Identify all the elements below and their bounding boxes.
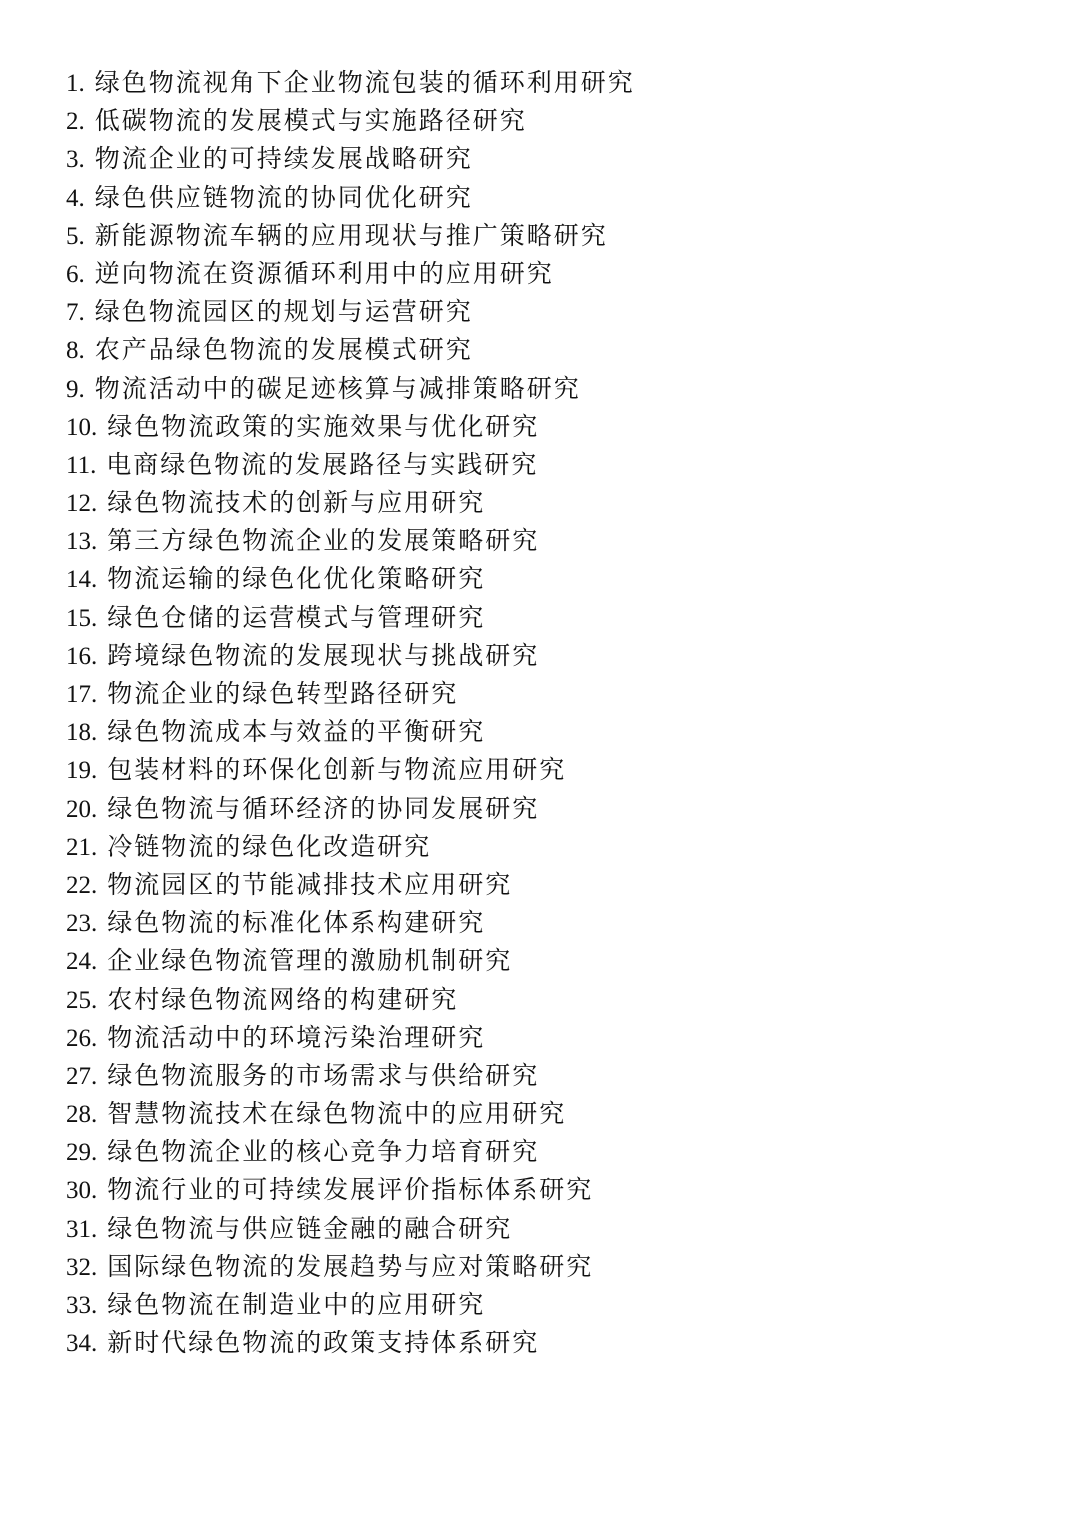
topic-number: 17. [66,681,98,708]
list-item [66,1210,1026,1248]
topic-number: 9. [66,375,85,403]
topic-title: 新能源物流车辆的应用现状与推广策略研究 [94,220,608,250]
list-item [66,866,1026,904]
topic-title: 智慧物流技术在绿色物流中的应用研究 [107,1099,567,1129]
topic-number: 34. [66,1330,98,1358]
topic-title: 物流运输的绿色化优化策略研究 [107,564,486,594]
topic-title: 农产品绿色物流的发展模式研究 [94,335,473,365]
topic-title: 绿色物流与供应链金融的融合研究 [107,1213,513,1243]
list-item [66,1286,1026,1324]
list-item [66,904,1026,942]
topic-title: 冷链物流的绿色化改造研究 [107,831,432,861]
topic-number: 2. [66,108,85,136]
list-item [66,140,1026,178]
topic-title: 绿色物流在制造业中的应用研究 [107,1290,486,1319]
topic-title: 包装材料的环保化创新与物流应用研究 [107,755,567,785]
topic-title: 绿色供应链物流的协同优化研究 [94,182,473,212]
topic-title: 绿色物流企业的核心竞争力培育研究 [107,1137,540,1167]
list-item [66,675,1026,713]
list-item [66,179,1026,217]
topic-title: 物流企业的绿色转型路径研究 [107,679,459,708]
list-item [66,981,1026,1019]
topic-number: 32. [66,1253,98,1281]
topic-number: 5. [66,222,85,250]
list-item [66,64,1026,102]
topic-number: 30. [66,1177,98,1205]
topic-number: 8. [66,337,85,365]
topic-number: 33. [66,1292,98,1319]
topic-number: 21. [66,833,98,861]
list-item [66,1019,1026,1057]
topic-number: 15. [66,604,98,632]
topic-title: 绿色物流园区的规划与运营研究 [94,297,473,327]
topic-title: 绿色物流的标准化体系构建研究 [107,908,486,938]
list-item [66,751,1026,789]
topic-title: 绿色物流成本与效益的平衡研究 [107,717,486,747]
list-item [66,790,1026,828]
list-item [66,942,1026,980]
topic-number: 12. [66,490,98,518]
topic-title: 绿色物流技术的创新与应用研究 [107,488,486,518]
topic-number: 24. [66,948,98,976]
topic-number: 31. [66,1215,98,1243]
list-item [66,1248,1026,1286]
topic-title: 绿色物流服务的市场需求与供给研究 [107,1060,540,1090]
list-item [66,1095,1026,1133]
topic-number: 13. [66,528,98,556]
list-item [66,102,1026,140]
topic-title: 电商绿色物流的发展路径与实践研究 [106,449,539,479]
topic-number: 22. [66,871,98,899]
list-item [66,331,1026,369]
list-item [66,637,1026,675]
list-item [66,1133,1026,1171]
list-item [66,560,1026,598]
topic-number: 27. [66,1062,98,1090]
list-item [66,1171,1026,1209]
list-item [66,217,1026,255]
topic-number: 29. [66,1139,98,1167]
list-item [66,522,1026,560]
topic-number: 3. [66,146,85,174]
topic-title: 绿色物流政策的实施效果与优化研究 [107,411,540,441]
topic-number: 7. [66,299,85,327]
topic-title: 绿色物流视角下企业物流包装的循环利用研究 [94,68,635,97]
list-item [66,484,1026,522]
topic-number: 1. [66,70,85,97]
topic-title: 逆向物流在资源循环利用中的应用研究 [94,258,554,288]
topic-title: 第三方绿色物流企业的发展策略研究 [107,526,540,556]
topic-title: 农村绿色物流网络的构建研究 [107,984,459,1014]
topic-number: 23. [66,910,98,938]
topic-title: 国际绿色物流的发展趋势与应对策略研究 [107,1251,594,1281]
topic-number: 6. [66,260,85,288]
topic-title: 新时代绿色物流的政策支持体系研究 [107,1328,540,1358]
topic-title: 物流行业的可持续发展评价指标体系研究 [107,1175,594,1205]
list-item [66,446,1026,484]
topic-title: 企业绿色物流管理的激励机制研究 [107,946,513,976]
list-item [66,1057,1026,1095]
list-item [66,713,1026,751]
topic-number: 14. [66,566,98,594]
topic-title: 跨境绿色物流的发展现状与挑战研究 [107,640,540,670]
topic-list [66,64,1026,1362]
topic-number: 28. [66,1101,98,1129]
topic-title: 绿色物流与循环经济的协同发展研究 [107,793,540,823]
list-item [66,255,1026,293]
list-item [66,828,1026,866]
list-item [66,599,1026,637]
list-item [66,408,1026,446]
topic-number: 16. [66,642,98,670]
topic-number: 11. [66,451,97,479]
topic-number: 26. [66,1024,98,1052]
list-item [66,293,1026,331]
topic-title: 低碳物流的发展模式与实施路径研究 [94,106,527,136]
topic-title: 物流园区的节能减排技术应用研究 [107,869,513,899]
topic-title: 绿色仓储的运营模式与管理研究 [107,602,486,632]
topic-title: 物流活动中的环境污染治理研究 [107,1022,486,1052]
topic-number: 4. [66,184,85,212]
topic-title: 物流活动中的碳足迹核算与减排策略研究 [94,373,581,403]
topic-number: 20. [66,795,98,823]
list-item [66,370,1026,408]
topic-number: 19. [66,757,98,785]
topic-title: 物流企业的可持续发展战略研究 [94,144,473,174]
list-item [66,1324,1026,1362]
topic-number: 18. [66,719,98,747]
topic-number: 10. [66,413,98,441]
topic-number: 25. [66,986,98,1014]
